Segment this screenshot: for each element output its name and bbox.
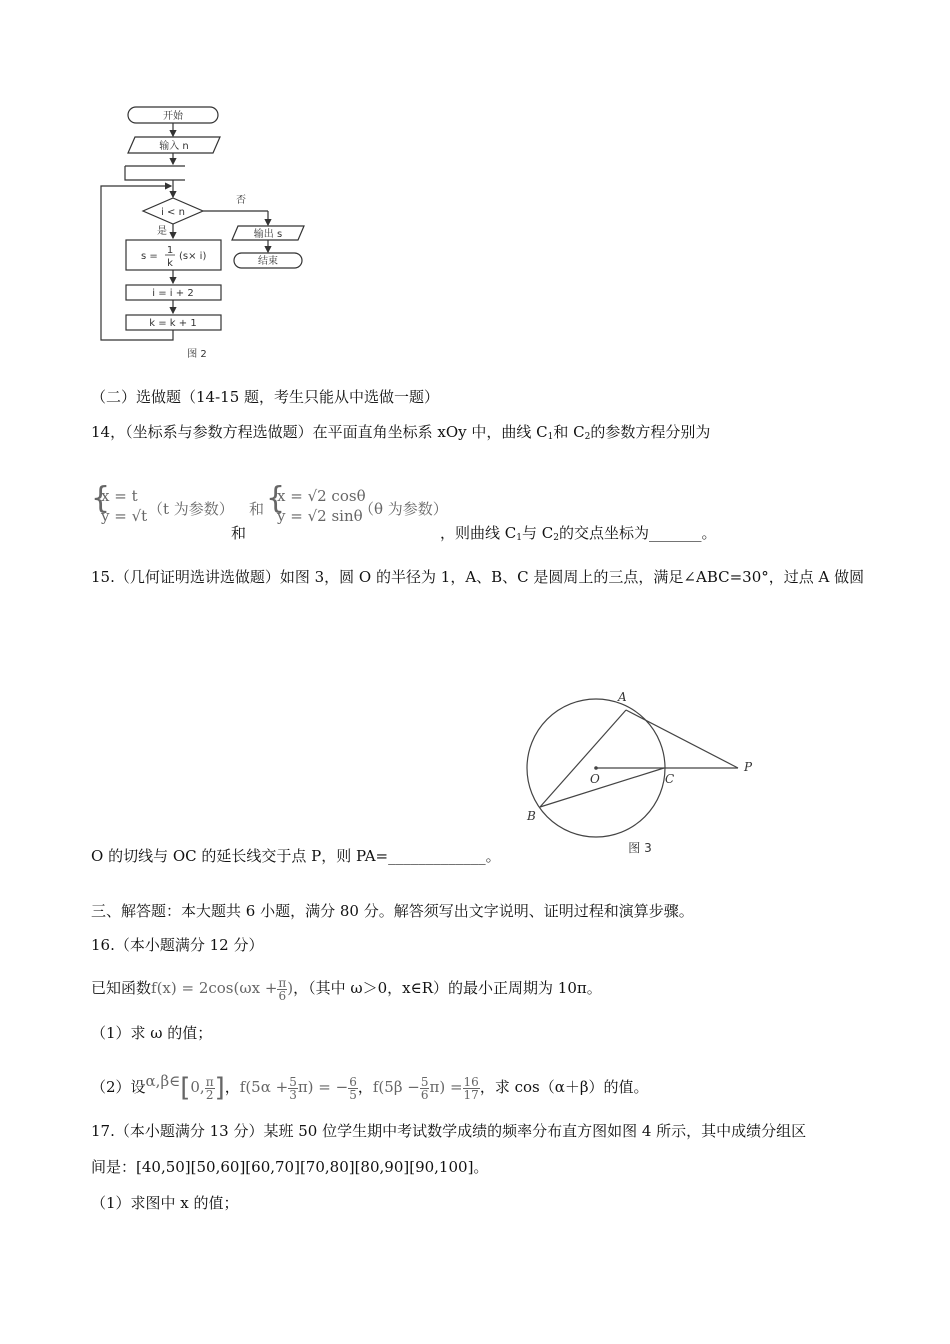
- section3-heading: 三、解答题：本大题共 6 小题，满分 80 分。解答须写出文字说明、证明过程和演算步骤。: [91, 902, 694, 920]
- q16-part2-lead: （2）设: [91, 1078, 146, 1096]
- q16-interval-frac: [205, 1076, 215, 1101]
- q14-question-c: 的交点坐标为_______。: [558, 524, 717, 542]
- flowchart-yes-label: 是: [157, 226, 167, 237]
- q16-eq1-rnum: 6: [349, 1074, 357, 1089]
- q14-stem: [91, 421, 710, 442]
- q16-part1: （1）求 ω 的值；: [91, 1024, 213, 1042]
- q16-lead: 已知函数: [91, 979, 152, 997]
- q16-func-frac: [277, 977, 287, 1002]
- flowchart-init-node: [125, 166, 185, 180]
- flowchart-caption: 图 2: [187, 349, 207, 360]
- q16-part2-tail: ，求 cos（α＋β）的值。: [479, 1078, 649, 1096]
- q16-eq1: [239, 1074, 358, 1102]
- q14-sub1: 1: [547, 432, 554, 442]
- q16-eq1-den: 3: [289, 1087, 297, 1102]
- flowchart-output-label: 输出 s: [253, 229, 283, 240]
- q16-eq2-rden: 17: [463, 1087, 479, 1102]
- flowchart-assign-k-label: k = k + 1: [149, 318, 197, 329]
- q14-eq2-param: （θ 为参数）: [359, 500, 448, 518]
- flowchart-input-label: 输入 n: [159, 141, 189, 152]
- section2-heading: （二）选做题（14-15 题，考生只能从中选做一题）: [91, 388, 440, 406]
- q16-function-formula: [151, 975, 294, 1003]
- q14-question-a: ，则曲线 C: [440, 524, 517, 542]
- q16-func-close: ): [287, 979, 294, 997]
- q14-question-sub2: 2: [553, 533, 559, 543]
- q14-and: 和 C: [553, 423, 585, 441]
- q14-sub2: 2: [584, 432, 591, 442]
- q15-segment-ba: [540, 710, 626, 807]
- q15-segment-bc: [540, 768, 664, 807]
- q16-eq2: [372, 1074, 480, 1102]
- flowchart-end-label: 结束: [258, 256, 278, 267]
- q17-line1: 17.（本小题满分 13 分）某班 50 位学生期中考试数学成绩的频率分布直方图如图 4 所示，其中成绩分组区: [91, 1122, 807, 1140]
- q16-bracket-left: [: [180, 1073, 191, 1103]
- q16-function-line: [91, 973, 602, 1003]
- q14-eq1-param: （t 为参数）: [148, 500, 234, 518]
- q16-eq2-num: 5: [420, 1074, 429, 1089]
- flowchart-condition-label: i < n: [161, 207, 185, 218]
- q15-label-o: O: [590, 772, 600, 786]
- q16-eq2-b: π) =: [429, 1078, 463, 1096]
- q14-eq1-line1: x = t: [101, 487, 138, 505]
- q16-header: 16.（本小题满分 12 分）: [91, 936, 264, 954]
- q15-label-c: C: [665, 772, 675, 786]
- q15-tangent-ap: [626, 710, 738, 768]
- flowchart-assign-s-den: k: [167, 258, 173, 269]
- flowchart-assign-s-rhs: (s× i): [179, 251, 207, 262]
- q16-func-den: 6: [278, 988, 287, 1003]
- flowchart-assign-s-lhs: s =: [141, 251, 158, 262]
- q16-part2: （2）设α,β∈[0, $\frac{\pi}{2}$ ]，f(5α + $\frac{5}{3}$ π) = − $\frac{6}{5}$ ，f(5β − $\frac{5}{6}$ π) = $\frac{16}{17}$ ，求 cos（α＋β）的值。: [91, 1072, 649, 1103]
- flowchart-assign-i-label: i = i + 2: [152, 288, 194, 299]
- q14-eq1-brace: {: [91, 481, 111, 516]
- q16-eq1-b: π) = −: [297, 1078, 349, 1096]
- q16-interval-a: 0,: [190, 1078, 205, 1096]
- q14-eq2-line1: x = √2 cosθ: [277, 487, 366, 505]
- q15-line2: O 的切线与 OC 的延长线交于点 P，则 PA=_____________。: [91, 847, 501, 865]
- q14-eq2-brace: {: [266, 481, 286, 516]
- q14-question: [440, 522, 716, 543]
- q14-eq1-line2: y = √t: [101, 507, 148, 525]
- q16-eq1-a: f(5α +: [239, 1078, 289, 1096]
- q14-tail: 的参数方程分别为: [590, 423, 711, 441]
- q15-label-a: A: [618, 690, 627, 704]
- q16-part2-set: α,β∈: [145, 1072, 181, 1090]
- q14-question-b: 与 C: [521, 524, 554, 542]
- q14-connector: 和: [231, 524, 247, 542]
- q16-condition: ，（其中 ω＞0，x∈R）的最小正周期为 10π。: [293, 979, 602, 997]
- q16-bracket-right: ]: [214, 1073, 225, 1103]
- q15-caption: 图 3: [628, 841, 652, 855]
- q14-parametric-equations: [91, 481, 451, 534]
- q15-line1: 15.（几何证明选讲选做题）如图 3，圆 O 的半径为 1，A、B、C 是圆周上的三点，满足∠ABC=30°，过点 A 做圆: [91, 568, 865, 586]
- q14-question-sub1: 1: [516, 533, 522, 543]
- q15-label-p: P: [744, 760, 753, 774]
- q16-interval-num: π: [205, 1074, 214, 1089]
- q15-label-b: B: [527, 809, 536, 823]
- q16-interval-den: 2: [205, 1087, 214, 1102]
- q16-func-num: π: [278, 975, 287, 990]
- q16-func-lhs: f(x) = 2cos(ωx +: [151, 979, 278, 997]
- q16-part2-formula: [145, 1072, 225, 1103]
- q17-part1: （1）求图中 x 的值；: [91, 1194, 239, 1212]
- q16-eq2-a: f(5β −: [372, 1078, 420, 1096]
- q16-eq1-rden: 5: [349, 1087, 357, 1102]
- q14-connector-top: 和: [249, 500, 265, 518]
- q16-eq2-den: 6: [420, 1087, 429, 1102]
- q15-geometry-figure: [510, 685, 780, 860]
- q14-text: 14，（坐标系与参数方程选做题）在平面直角坐标系 xOy 中，曲线 C: [91, 423, 548, 441]
- flowchart-figure: [95, 100, 320, 365]
- q16-eq2-rnum: 16: [463, 1074, 479, 1089]
- flowchart-start-label: 开始: [163, 111, 183, 122]
- flowchart-assign-s-num: 1: [166, 245, 174, 256]
- flowchart-no-label: 否: [236, 195, 246, 206]
- q16-eq1-num: 5: [289, 1074, 297, 1089]
- q17-line2: 间是：[40,50][50,60][60,70][70,80][80,90][90,100]。: [91, 1158, 489, 1176]
- q14-eq2-line2: y = √2 sinθ: [277, 507, 363, 525]
